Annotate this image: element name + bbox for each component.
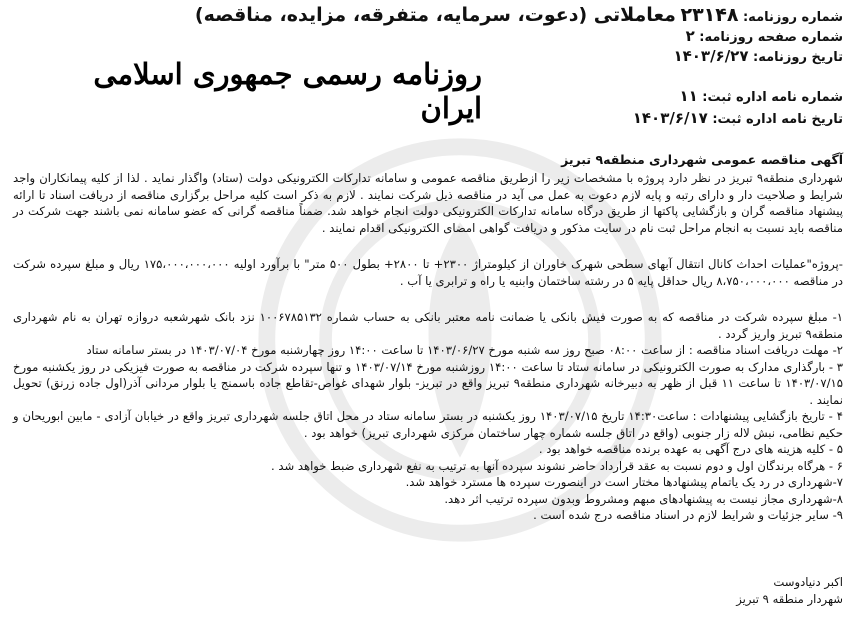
project-paragraph: -پروژه"عملیات احداث کانال انتقال آبهای سطحی شهرک خاوران از کیلومتراژ ۲۳۰۰+ تا ۲۸۰۰+ بطول ۵۰۰ متر" با برآورد اولیه ۱۷۵،۰۰۰،۰۰۰،۰۰۰ ریال و مبلغ سپرده شرکت در مناقصه ۸،۷۵۰،۰۰۰،۰۰۰ ریال حداقل پایه ۵ در رشته ساختمان وابنیه یا راه و ترابری یا آب . [13, 257, 843, 288]
registration-block [633, 86, 843, 130]
issue-label: شماره روزنامه: [742, 10, 843, 25]
condition-item: ۸-شهرداری مجاز نیست به پیشنهادهای مبهم ومشروط وبدون سپرده ترتیب اثر دهد. [444, 491, 843, 506]
condition-item: ۵ - کلیه هزینه های درج آگهی به عهده برنده مناقصه خواهد بود . [538, 442, 843, 456]
issue-number: ۲۳۱۴۸ [680, 4, 739, 26]
intro-paragraph: شهرداری منطقه۹ تبریز در نظر دارد پروژه با مشخصات زیر را ازطریق مناقصه عمومی و سامانه تدارکات الکترونیکی دولت (ستاد) واگذار نماید . لذا از کلیه پیمانکاران واجد شرایط و صلاحیت دار و دارای رتبه و پایه لازم دعوت به عمل می آید در مناقصه ذیل شرکت نمایند . لازم به ذکر است کلیه مراحل برگزاری مناقصه از دریافت اسناد تا ارائه پیشنهاد مناقصه گران و بازگشایی پاکتها از طریق درگاه سامانه تدارکات الکترونیکی دولت انجام خواهد شد. ضمناً مناقصه گرانی که عضو سامانه نمی باشند جهت شرکت در مناقصه باید نسبت به انجام مراحل ثبت نام در سایت مذکور و دریافت گواهی امضای الکترونیکی اقدام نمایند . [13, 171, 844, 235]
letter-number: ۱۱ [679, 87, 698, 105]
page-row [13, 27, 843, 47]
condition-item: ۳ - بارگذاری مدارک به صورت الکترونیکی در سامانه ستاد تا ساعت ۱۴:۰۰ روزشنبه مورخ ۱۴۰۳/۰۷/۱۴ و تنها سپرده شرکت در مناقصه به صورت فیزیکی در روز یکشنبه مورخ ۱۴۰۳/۰۷/۱۵ تا ساعت ۱۱ قبل از ظهر به دبیرخانه شهرداری منطقه۹ تبریز واقع در تبریز- بلوار شهدای غواص-تقاطع جاده باسمنج یا بلوار مردانی آذر(اول جاده زرنق) تحویل نمایند . [13, 359, 844, 407]
notice-body [13, 170, 843, 524]
letter-date: ۱۴۰۳/۶/۱۷ [632, 109, 708, 127]
page-label: شماره صفحه روزنامه: [699, 30, 843, 45]
condition-item: ۶ - هرگاه برندگان اول و دوم نسبت به عقد قرارداد حاضر نشوند سپرده آنها به ترتیب به نفع شهرداری ضبط خواهد شد . [271, 458, 843, 473]
signature-block [736, 574, 843, 608]
condition-item: ۹- سایر جزئیات و شرایط لازم در اسناد مناقصه درج شده است . [533, 508, 843, 522]
letter-number-row [633, 86, 843, 108]
condition-item: ۴ - تاریخ بازگشایی پیشنهادات : ساعت۱۴:۳۰ تاریخ ۱۴۰۳/۰۷/۱۵ روز یکشنبه در بستر سامانه ستاد در محل اتاق جلسه شهرداری تبریز واقع در خیابان آزادی - مابین ابوریحان و حکیم نظامی، نبش لاله زار جنوبی (واقع در اتاق جلسه شماره چهار ساختمان مرکزی شهرداری تبریز) خواهد بود . [13, 409, 844, 440]
condition-item: ۱- مبلغ سپرده شرکت در مناقصه که به صورت فیش بانکی یا ضمانت نامه معتبر بانکی به حساب شماره ۱۰۰۶۷۸۵۱۳۲ نزد بانک شهرشعبه دروازه تهران به نام شهرداری منطقه۹ تبریز واریز گردد . [13, 310, 843, 341]
issue-row [13, 6, 843, 27]
date-label: تاریخ روزنامه: [753, 50, 843, 65]
date-value: ۱۴۰۳/۶/۲۷ [673, 47, 749, 65]
notice-title: آگهی مناقصه عمومی شهرداری منطقه۹ تبریز [561, 152, 843, 167]
letter-date-label: تاریخ نامه اداره ثبت: [712, 112, 843, 127]
condition-item: ۷-شهرداری در رد یک یاتمام پیشنهادها مختار است در اینصورت سپرده ها مسترد خواهد شد. [405, 475, 843, 489]
gazette-banner: روزنامه رسمی جمهوری اسلامی ایران [93, 57, 482, 125]
letter-date-row [633, 108, 843, 130]
page-number: ۲ [685, 27, 695, 45]
issue-category: معاملاتی (دعوت، سرمایه، متفرقه، مزایده، مناقصه) [194, 4, 676, 26]
letter-number-label: شماره نامه اداره ثبت: [702, 90, 843, 105]
condition-item: ۲- مهلت دریافت اسناد مناقصه : از ساعت ۰۸:۰۰ صبح روز سه شنبه مورخ ۱۴۰۳/۰۶/۲۷ تا ساعت ۱۴:۰۰ روز چهارشنبه مورخ ۱۴۰۳/۰۷/۰۴ در بستر سامانه ستاد [86, 343, 843, 357]
signatory-position: شهردار منطقه ۹ تبریز [736, 592, 843, 606]
signatory-name: اکبر دنیادوست [773, 575, 843, 589]
